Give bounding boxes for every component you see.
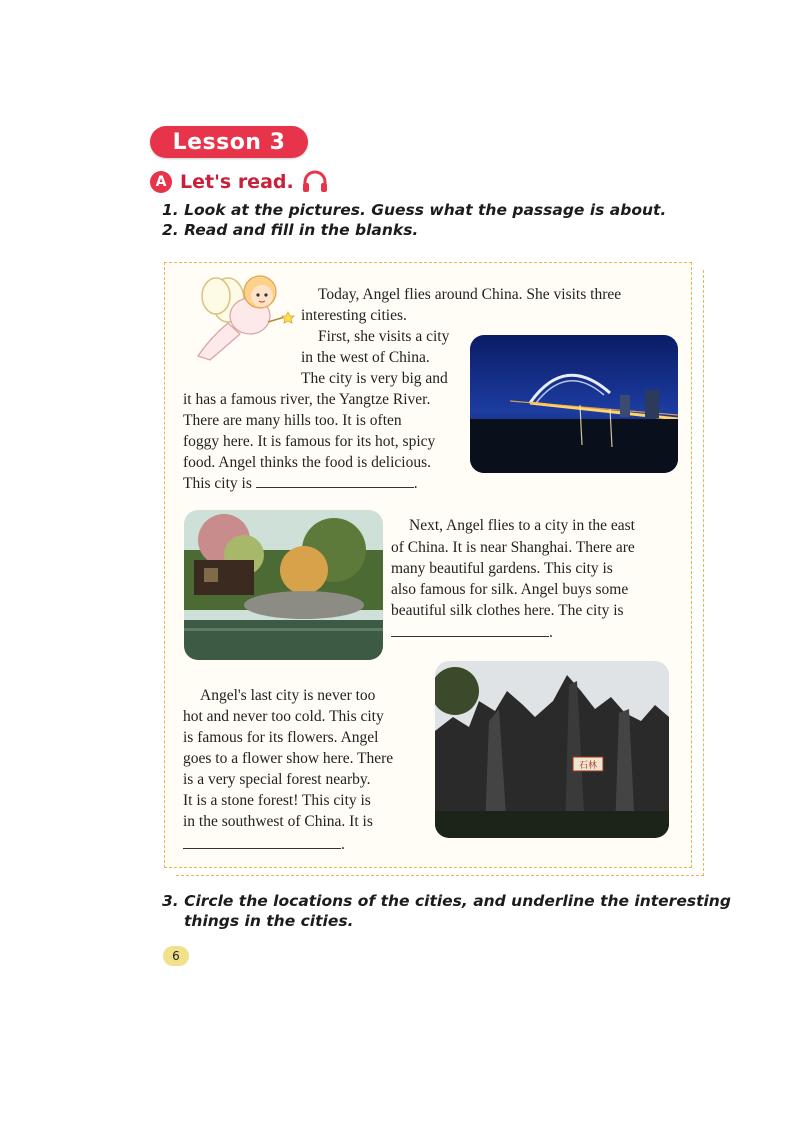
passage1-line10-text: This city is: [183, 475, 252, 492]
angel-illustration: [188, 268, 298, 368]
passage3-line1: Angel's last city is never too: [200, 687, 376, 704]
passage3-line4: goes to a flower show here. There: [183, 750, 394, 767]
passage1-line3: First, she visits a city: [318, 328, 450, 345]
passage1-line2: interesting cities.: [301, 307, 407, 324]
passage1-line8: foggy here. It is famous for its hot, spicy: [183, 433, 436, 450]
instruction-1: 1. Look at the pictures. Guess what the passage is about.: [162, 201, 667, 219]
passage1-line4: in the west of China.: [301, 349, 430, 366]
answer-blank-1[interactable]: [256, 473, 414, 488]
bridge-night-photo: [470, 335, 678, 473]
garden-photo: [184, 510, 383, 660]
lesson-title: Lesson 3: [150, 126, 308, 158]
passage3-line8: [183, 834, 345, 855]
section-title: Let's read.: [180, 171, 294, 193]
passage3-line6: It is a stone forest! This city is: [183, 792, 371, 809]
period-1: .: [413, 475, 418, 492]
passage1-line1: Today, Angel flies around China. She visits three: [318, 286, 622, 303]
passage2-line5: beautiful silk clothes here. The city is: [391, 602, 624, 619]
instruction-3-line1: 3. Circle the locations of the cities, and underline the interesting: [162, 892, 731, 910]
period-3: .: [341, 836, 345, 853]
passage2-line3: many beautiful gardens. This city is: [391, 560, 613, 577]
answer-blank-2[interactable]: [391, 622, 549, 637]
passage1-line7: There are many hills too. It is often: [183, 412, 402, 429]
passage3-line2: hot and never too cold. This city: [183, 708, 384, 725]
page-number: 6: [163, 946, 189, 966]
passage1-line6: it has a famous river, the Yangtze River.: [183, 391, 431, 408]
period-2: .: [549, 624, 553, 641]
passage3-line5: is a very special forest nearby.: [183, 771, 371, 788]
passage3-line7: in the southwest of China. It is: [183, 813, 373, 830]
headphones-icon[interactable]: [302, 170, 328, 194]
instruction-2: 2. Read and fill in the blanks.: [162, 221, 419, 239]
passage1-line5: The city is very big and: [301, 370, 448, 387]
passage2-line1: Next, Angel flies to a city in the east: [409, 517, 635, 534]
passage3-line3: is famous for its flowers. Angel: [183, 729, 379, 746]
section-badge: A: [150, 171, 172, 193]
passage1-line10: [183, 473, 418, 494]
instruction-3-line2: things in the cities.: [184, 912, 354, 930]
passage1-line9: food. Angel thinks the food is delicious.: [183, 454, 431, 471]
stone-forest-photo: [435, 661, 669, 838]
section-heading: [150, 170, 328, 194]
stone-forest-sign: 石林: [578, 761, 598, 771]
passage2-line6: [391, 622, 553, 643]
answer-blank-3[interactable]: [183, 834, 341, 849]
passage2-line2: of China. It is near Shanghai. There are: [391, 539, 635, 556]
passage2-line4: also famous for silk. Angel buys some: [391, 581, 629, 598]
